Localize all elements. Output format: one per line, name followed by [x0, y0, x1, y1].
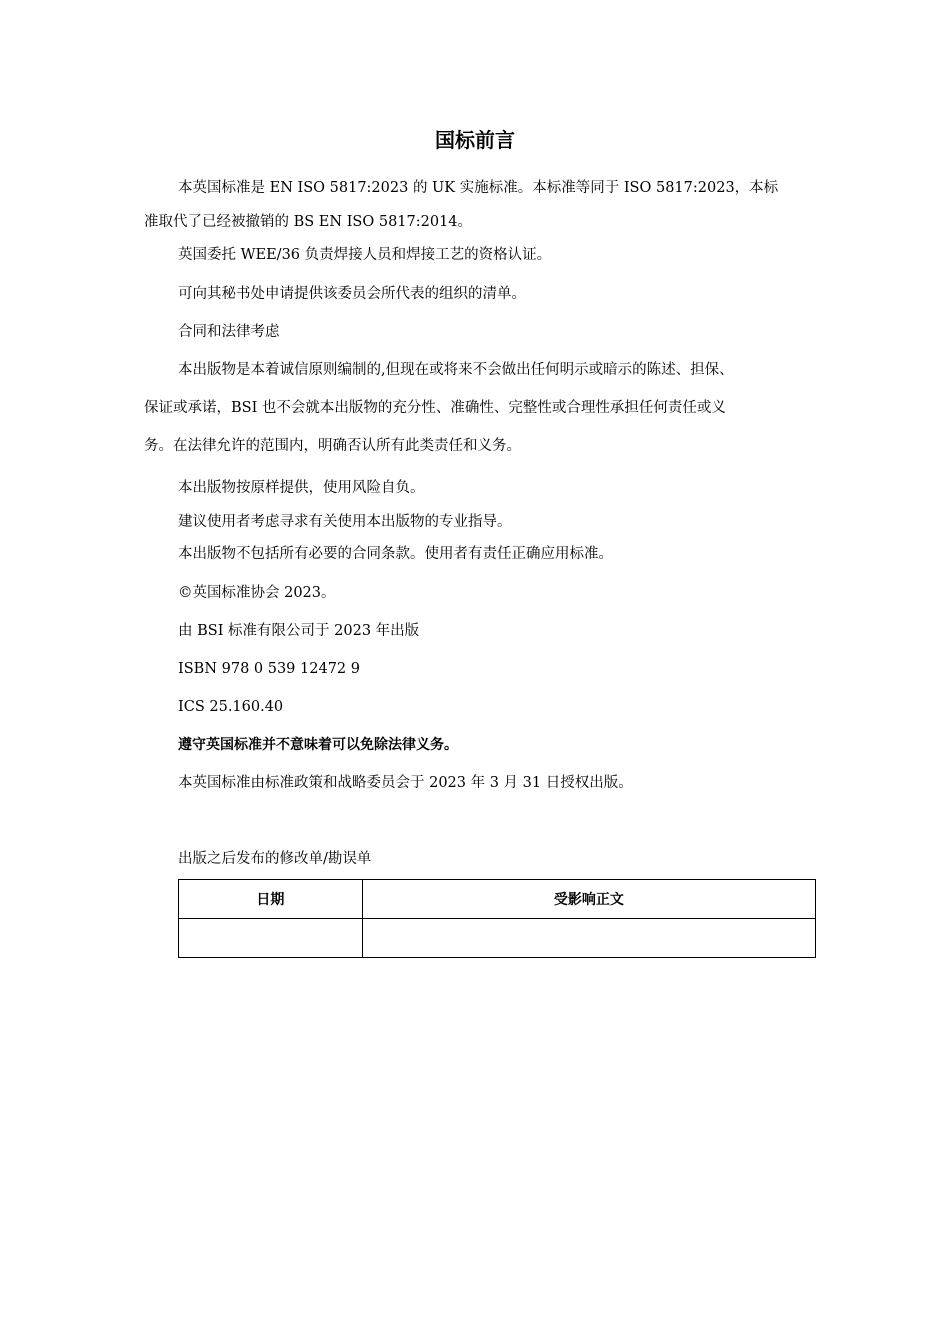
table-row	[179, 919, 816, 958]
paragraph-8: 本出版物不包括所有必要的合同条款。使用者有责任正确应用标准。	[178, 546, 613, 562]
paragraph-1-line-1: 本英国标准是 EN ISO 5817:2023 的 UK 实施标准。本标准等同于 ISO 5817:2023，本标	[178, 180, 779, 196]
header-date: 日期	[179, 880, 363, 919]
header-affected-text: 受影响正文	[362, 880, 815, 919]
paragraph-1-line-2: 准取代了已经被撤销的 BS EN ISO 5817:2014。	[144, 214, 473, 230]
cell-date	[179, 919, 363, 958]
cell-affected-text	[362, 919, 815, 958]
legal-notice: 遵守英国标准并不意味着可以免除法律义务。	[178, 737, 458, 753]
copyright-line: ©英国标准协会 2023。	[178, 585, 336, 601]
paragraph-3: 可向其秘书处申请提供该委员会所代表的组织的清单。	[178, 286, 526, 302]
paragraph-6: 本出版物按原样提供，使用风险自负。	[178, 480, 425, 496]
amendments-caption: 出版之后发布的修改单/勘误单	[178, 851, 372, 867]
authorization-line: 本英国标准由标准政策和战略委员会于 2023 年 3 月 31 日授权出版。	[178, 775, 633, 791]
publisher-line: 由 BSI 标准有限公司于 2023 年出版	[178, 623, 420, 639]
paragraph-5-line-3: 务。在法律允许的范围内，明确否认所有此类责任和义务。	[144, 438, 521, 454]
paragraph-5-line-1: 本出版物是本着诚信原则编制的,但现在或将来不会做出任何明示或暗示的陈述、担保、	[178, 362, 734, 378]
isbn-line: ISBN 978 0 539 12472 9	[178, 661, 360, 677]
paragraph-2: 英国委托 WEE/36 负责焊接人员和焊接工艺的资格认证。	[178, 247, 552, 263]
amendments-header-row	[179, 880, 816, 919]
paragraph-5-line-2: 保证或承诺，BSI 也不会就本出版物的充分性、准确性、完整性或合理性承担任何责任或义	[144, 400, 726, 416]
paragraph-7: 建议使用者考虑寻求有关使用本出版物的专业指导。	[178, 514, 512, 530]
amendments-table	[178, 879, 816, 958]
paragraph-4-heading: 合同和法律考虑	[178, 324, 280, 340]
ics-line: ICS 25.160.40	[178, 699, 284, 715]
page-title: 国标前言	[435, 128, 515, 152]
